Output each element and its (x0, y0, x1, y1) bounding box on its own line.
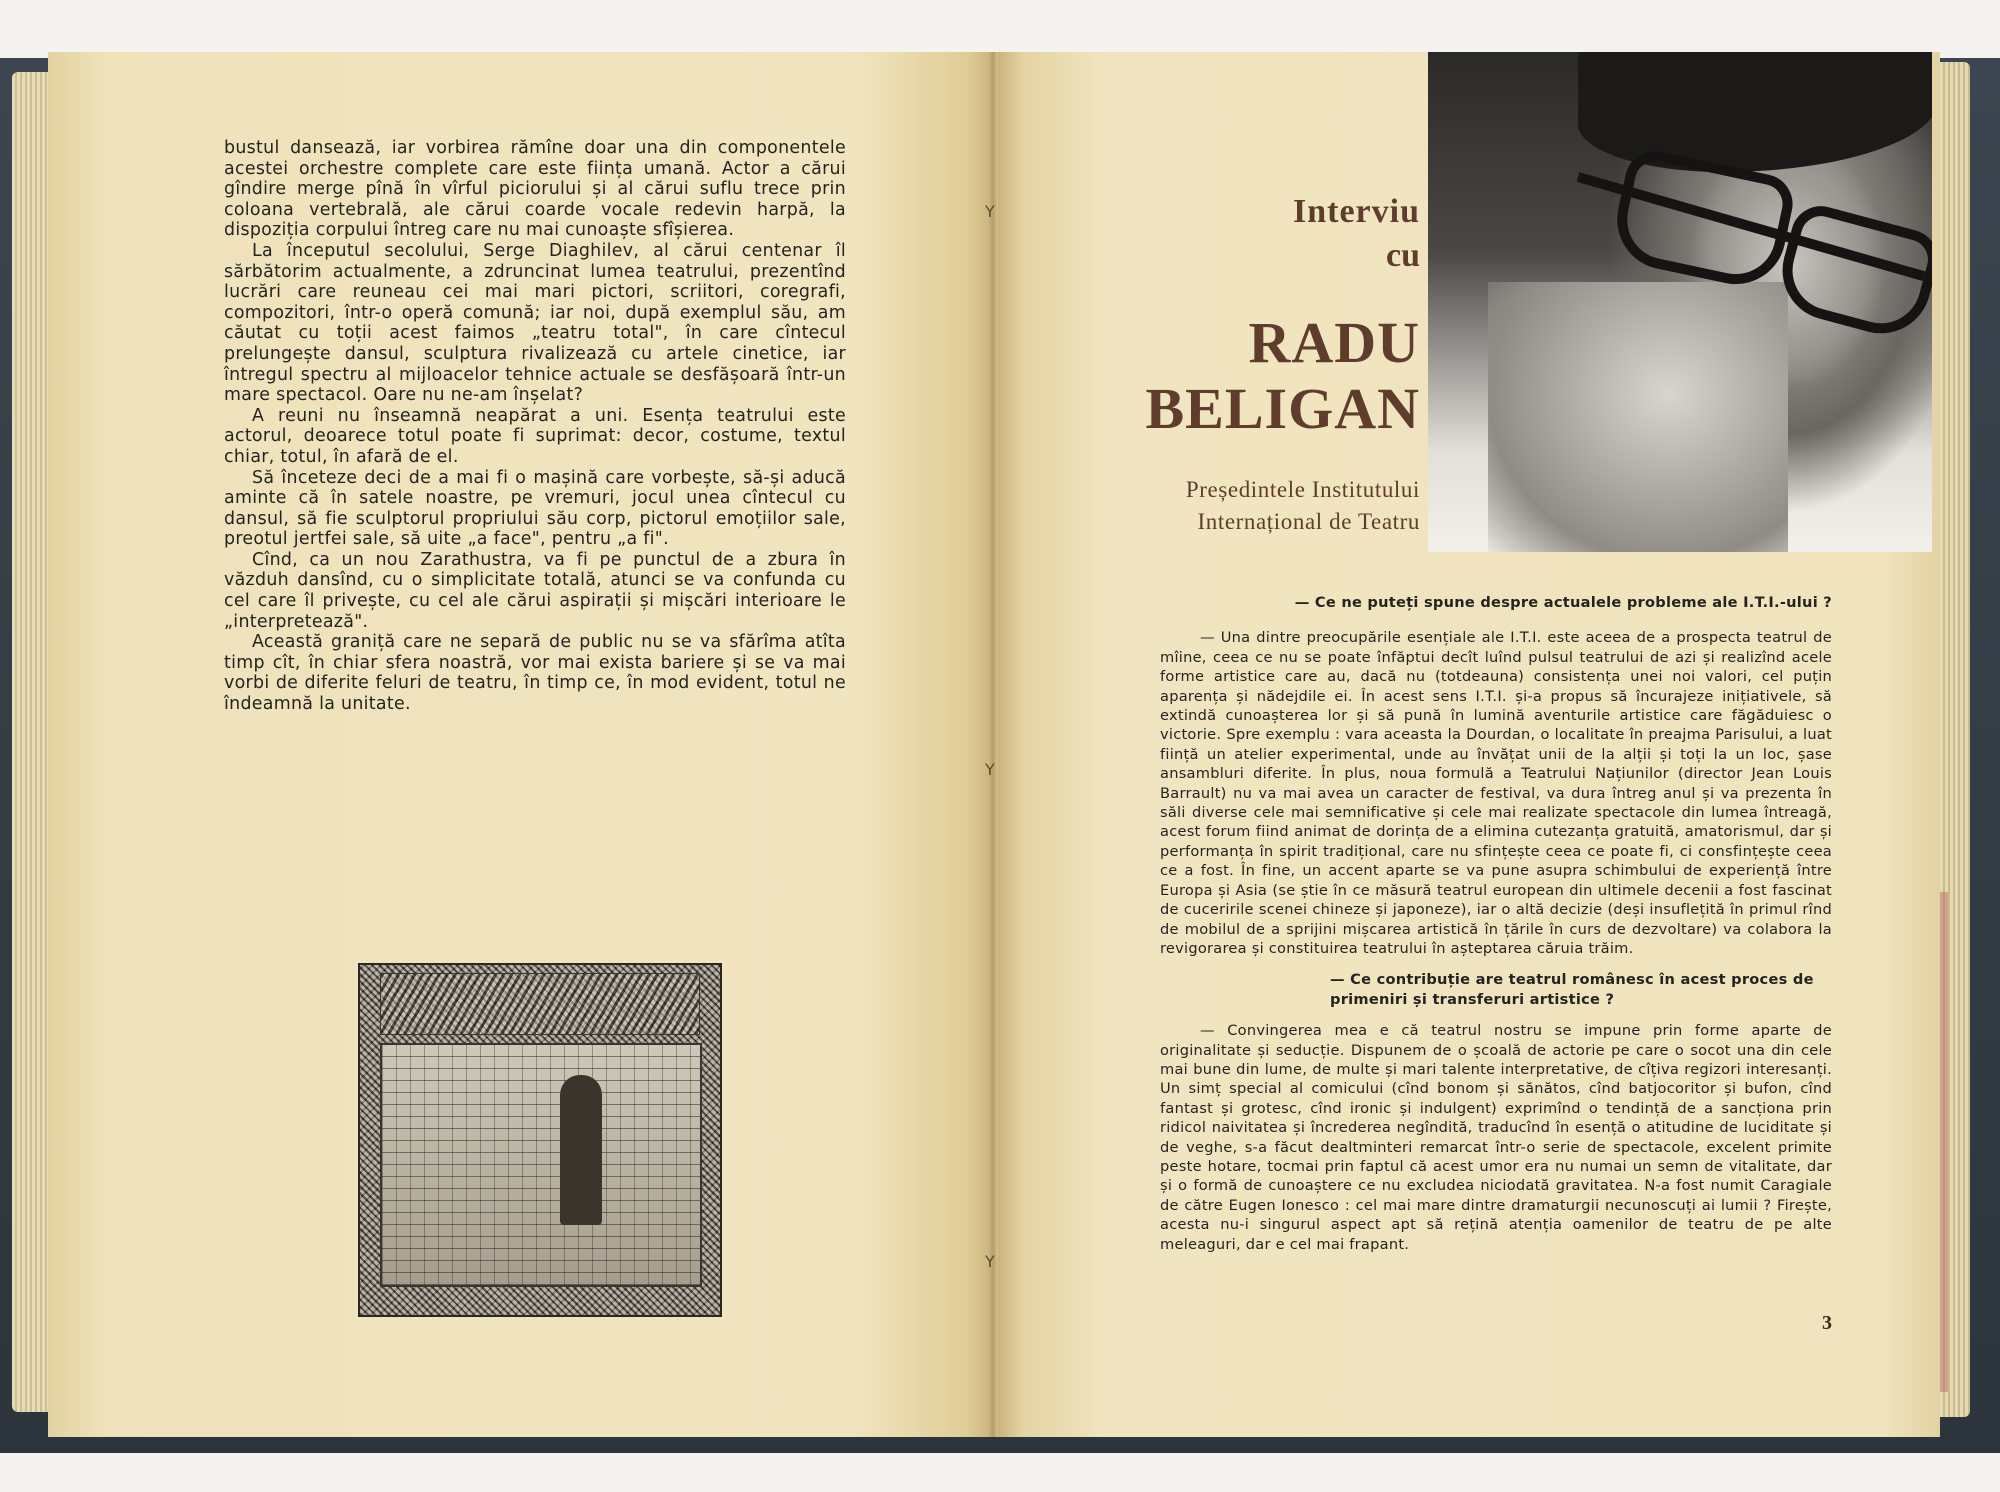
portrait-photo (1428, 52, 1932, 552)
page-number: 3 (1822, 1312, 1832, 1334)
stitch-mark: Y (985, 1252, 995, 1271)
interview-heading (1100, 190, 1420, 538)
left-page-text (224, 138, 846, 715)
heading-title: Interviu (1293, 193, 1420, 230)
interviewee-title: Președintele Institutului Internațional de Teatru (1185, 477, 1420, 534)
ornament-frame (380, 973, 700, 1035)
question-2: — Ce contribuție are teatrul românesc în acest proces de primeniri și transferuri artistice ? (1330, 971, 1814, 1008)
answer-2: — Convingerea mea e că teatrul nostru se impune prin forme aparte de originalitate și seducție. Dispunem de o școală de actorie pe care o socot una din cele mai bune din lume, de multe și mari talente interpretative, de cîțiva regizori interesanți. Un simț special al comicului (cînd bonom și sănătos, cînd batjocoritor și bufon, cînd fantast și grotesc, cînd ironic și indulgent) exprimînd o tendință de a sancționa prin ridicol naivitatea și încrederea negîndită, traducînd în esență o atitudine de luciditate și de veghe, s-a făcut dealtminteri remarcat într-o serie de spectacole, excelent primite peste hotare, tocmai prin faptul că acest umor era nu numai un semn de vitalitate, dar și o formă de cunoaștere ce nu excludea niciodată gravitatea. N-a fost numit Caragiale de către Eugen Ionesco : cel mai mare dintre dramaturgii necunoscuți ai lumii ? Firește, acesta nu-i singurul aspect apt să rețină atenția oamenilor de teatru de pe alte meleaguri, dar e cel mai frapant. (1160, 1022, 1832, 1253)
stitch-mark: Y (985, 202, 995, 221)
paragraph: Această graniță care ne separă de public nu se va sfărîma atîta timp cît, în chiar sfera noastră, vor mai exista bariere și se va mai vorbi de diferite feluri de teatru, în timp ce, în mod evident, totul ne îndeamnă la unitate. (224, 632, 846, 715)
stitch-mark: Y (985, 760, 995, 779)
heading-title-cu: cu (1386, 237, 1420, 274)
stage-scene (380, 1043, 702, 1287)
name-last: BELIGAN (1145, 376, 1420, 441)
question-1: — Ce ne puteți spune despre actualele probleme ale I.T.I.-ului ? (1294, 594, 1832, 611)
paragraph: A reuni nu înseamnă neapărat a uni. Esența teatrului este actorul, deoarece totul poate fi suprimat: decor, costume, textul chiar, totul, în afară de el. (224, 405, 846, 467)
paragraph: La începutul secolului, Serge Diaghilev, al cărui centenar îl sărbătorim actualmente, a zdruncinat lumea teatrului, prezentînd lucrări care reuneau cei mai mari pictori, scriitori, coregrafi, compozitori, într-o operă comună; iar noi, după exemplul său, am căutat cu toții acest faimos „teatru total", în care cîntecul prelungește dansul, sculptura rivalizează cu artele cinetice, iar întregul spectru al mijloacelor tehnice actuale se desfășoară într-un mare spectacol. Oare nu ne-am înșelat? (224, 240, 846, 406)
name-first: RADU (1248, 310, 1420, 375)
paragraph: bustul dansează, iar vorbirea rămîne doar una din componentele acestei orchestre complete care este ființa umană. Actor a cărui gîndire merge pînă în vîrful piciorului și al cărui suflu trece prin coloana vertebrală, ale cărui coarde vocale redevin harpă, la dispoziția corpului întreg care nu mai cunoaște sfîșierea. (224, 138, 846, 241)
theatre-engraving-illustration (358, 963, 722, 1317)
book-gutter (988, 52, 998, 1437)
paragraph: Cînd, ca un nou Zarathustra, va fi pe punctul de a zbura în văzduh dansînd, cu o simplicitate totală, atunci se va confunda cu cel care îl privește, cu cel ale cărui aspirații și mișcări interioare le „interpretează". (224, 549, 846, 632)
answer-1: — Una dintre preocupările esențiale ale I.T.I. este aceea de a prospecta teatrul de mîine, ceea ce nu se poate înfăptui decît luînd pulsul teatrului de azi și realizînd acele forme artistice care au, dacă nu (totdeauna) consistența unei noi valori, cel puțin aparența și nădejdile ei. În acest sens I.T.I. și-a propus să încurajeze inițiativele, să extindă cunoașterea lor și să pună în lumină aventurile artistice care făgăduiesc o victorie. Spre exemplu : vara aceasta la Dourdan, o localitate în preajma Parisului, a luat ființă un atelier experimental, unde au învățat unii de la alții și toți la un loc, șase ansambluri diferite. În plus, noua formulă a Teatrului Națiunilor (director Jean Louis Barrault) nu va mai avea un caracter de festival, va dura întreg anul și va prezenta în săli diverse cele mai semnificative și cele mai realizate spectacole din lumea întreagă, acest forum fiind animat de dorința de a elimina cutezanța gratuită, amatorismul, dar și performanța în spirit tradițional, care nu sfințește ceea ce poate fi, ci consfințește ceea ce a fost. În fine, un accent aparte se va pune asupra schimbului de experiență între Europa și Asia (se știe în ce măsură teatrul european din ultimele decenii a fost fascinat de cuceririle scenei chineze și japoneze), iar o altă decizie (deși insuflețită în primul rînd de mobilul de a sprijini mișcarea artistică în țările în curs de dezvoltare) va colabora la revigorarea și constituirea teatrului în așteptarea căruia trăim. (1160, 629, 1832, 957)
interview-text (1160, 593, 1832, 1254)
paragraph: Să înceteze deci de a mai fi o mașină care vorbește, să-și aducă aminte că în satele noastre, pe vremuri, jocul unea cîntecul cu dansul, să fie sculptorul propriului său corp, pictorul emoțiilor sale, preotul jertfei sale, să uite „a face", pentru „a fi". (224, 467, 846, 550)
actor-figure (560, 1075, 602, 1225)
interviewee-name (1100, 310, 1420, 442)
